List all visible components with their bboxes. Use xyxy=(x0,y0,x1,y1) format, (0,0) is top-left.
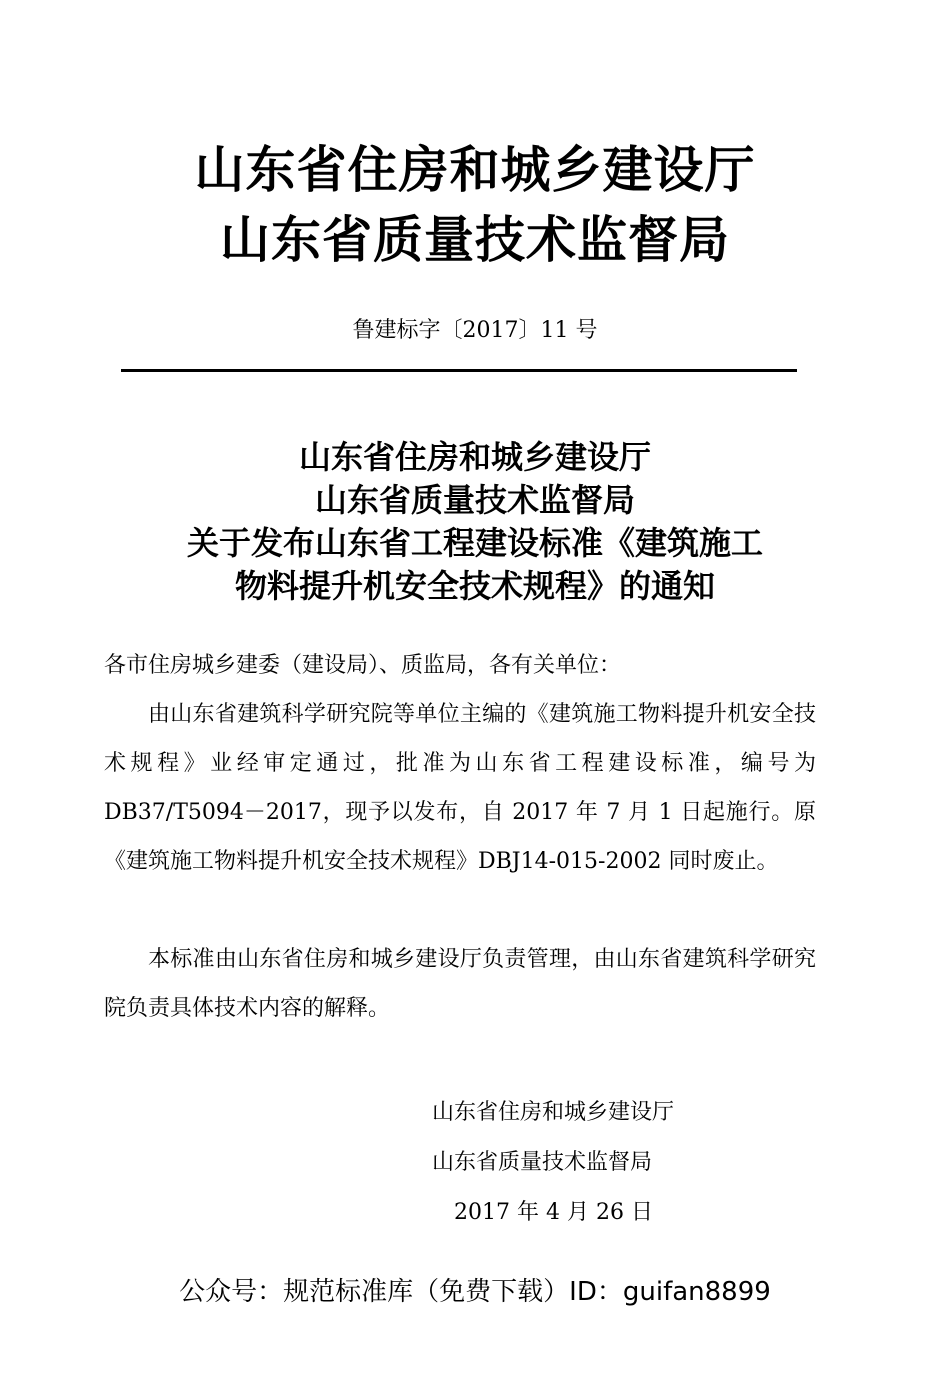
issuer-name-line-2: 山东省质量技术监督局 xyxy=(220,210,730,269)
body-paragraph-2: 本标准由山东省住房和城乡建设厅负责管理，由山东省建筑科学研究院负责具体技术内容的解释。 xyxy=(104,947,816,1021)
notice-title-line-2: 山东省质量技术监督局 xyxy=(314,481,635,519)
salutation: 各市住房城乡建委（建设局）、质监局，各有关单位： xyxy=(104,653,622,678)
notice-title-line-1: 山东省住房和城乡建设厅 xyxy=(298,438,651,476)
notice-title-line-4: 物料提升机安全技术规程》的通知 xyxy=(234,567,715,605)
body-paragraph-1: 由山东省建筑科学研究院等单位主编的《建筑施工物料提升机安全技术规程》业经审定通过，批准为山东省工程建设标准，编号为 DB37/T5094－2017，现予以发布，自 2017 年 7 月 1 日起施行。原《建筑施工物料提升机安全技术规程》DBJ14-015-2002 同时废止。 xyxy=(104,702,816,874)
document-number: 鲁建标字〔2017〕11 号 xyxy=(352,318,598,343)
signature-org-1: 山东省住房和城乡建设厅 xyxy=(432,1100,675,1125)
issuer-name-line-1: 山东省住房和城乡建设厅 xyxy=(194,140,756,199)
notice-title-line-3: 关于发布山东省工程建设标准《建筑施工 xyxy=(186,524,763,562)
signature-date: 2017 年 4 月 26 日 xyxy=(454,1200,653,1225)
footer-watermark-note: 公众号：规范标准库（免费下载）ID：guifan8899 xyxy=(179,1277,771,1307)
signature-org-2: 山东省质量技术监督局 xyxy=(432,1150,653,1175)
header-divider xyxy=(121,369,797,372)
